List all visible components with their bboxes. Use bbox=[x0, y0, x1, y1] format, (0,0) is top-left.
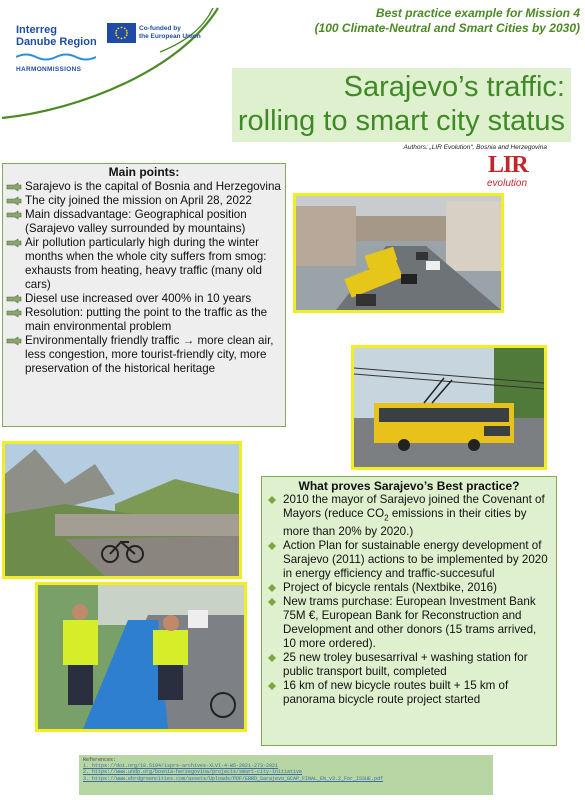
main-points-heading: Main points: bbox=[108, 165, 180, 179]
diamond-bullet-icon bbox=[268, 584, 276, 592]
main-point-item bbox=[6, 236, 284, 292]
diamond-bullet-icon bbox=[268, 598, 276, 606]
hand-arrow-icon bbox=[6, 196, 22, 206]
harmon-missions-label: HARMONMISSIONS bbox=[16, 66, 82, 73]
best-practice-text-b: emissions in their cities by more than 20% by 2020.) bbox=[283, 507, 527, 539]
wave-icon bbox=[16, 52, 96, 62]
main-point-item bbox=[6, 334, 284, 376]
main-points-list bbox=[6, 180, 284, 376]
cofunded-label bbox=[139, 25, 201, 41]
mission-heading bbox=[262, 6, 580, 36]
hand-arrow-icon bbox=[6, 336, 22, 346]
hand-arrow-icon bbox=[6, 238, 22, 248]
lir-logo: LIR bbox=[488, 152, 528, 178]
main-point-item bbox=[6, 306, 284, 334]
co2-subscript: 2 bbox=[384, 513, 389, 523]
main-point-text: Sarajevo is the capital of Bosnia and Herzegovina bbox=[25, 180, 281, 193]
best-practice-text: Project of bicycle rentals (Nextbike, 2016) bbox=[283, 581, 497, 595]
best-practice-item bbox=[268, 493, 552, 539]
diamond-bullet-icon bbox=[268, 654, 276, 662]
best-practice-text-a: 2010 the mayor of Sarajevo joined the Covenant of Mayors (reduce CO bbox=[283, 493, 545, 520]
main-point-text: Main dissadvantage: Geographical position (Sarajevo valley surrounded by mountains) bbox=[25, 208, 247, 235]
main-point-text: Diesel use increased over 400% in 10 years bbox=[25, 292, 252, 305]
hand-arrow-icon bbox=[6, 210, 22, 220]
cofunded-line2: the European Union bbox=[139, 33, 201, 40]
main-point-text: Resolution: putting the point to the traffic as the main environmental problem bbox=[25, 306, 268, 333]
main-point-text: The city joined the mission on April 28, 2022 bbox=[25, 194, 252, 207]
references-box bbox=[79, 755, 493, 795]
reference-link-text[interactable]: 1. https://doi.org/10.5194/isprs-archives-XLVI-4-W5-2021-273-2021 bbox=[83, 763, 279, 770]
cofunded-line1: Co-funded by bbox=[139, 25, 181, 32]
best-practice-item bbox=[268, 595, 552, 651]
best-practice-item bbox=[268, 679, 552, 707]
best-practice-list bbox=[268, 493, 552, 707]
best-practice-text: Action Plan for sustainable energy development of Sarajevo (2011) actions to be implemented by 2020 in energy efficiency and traffic-succesuful bbox=[283, 539, 548, 581]
main-point-item bbox=[6, 194, 284, 208]
diamond-bullet-icon bbox=[268, 682, 276, 690]
best-practice-text: New trams purchase: European Investment Bank 75M €, European Bank for Reconstruction and Development and other donors (15 trams arrived, 10 more ordered). bbox=[283, 595, 537, 651]
best-practice-text: 25 new troley busesarrival + washing station for public transport built, completed bbox=[283, 651, 528, 679]
mission-line2: (100 Climate-Neutral and Smart Cities by 2030) bbox=[314, 21, 580, 35]
bike-path-photo bbox=[2, 441, 242, 579]
bike-lane-workers-photo bbox=[35, 582, 247, 732]
interreg-logo bbox=[16, 24, 97, 48]
page-title bbox=[232, 68, 565, 138]
hand-arrow-icon bbox=[6, 308, 22, 318]
title-line1: Sarajevo’s traffic: bbox=[343, 71, 565, 103]
trolleybus-photo bbox=[351, 345, 547, 470]
authors-credit: Authors: „LIR Evolution“, Bosnia and Herzegovina bbox=[403, 144, 547, 151]
best-practice-item bbox=[268, 581, 552, 595]
main-point-item bbox=[6, 292, 284, 306]
lir-logo-subtitle: evolution bbox=[487, 178, 528, 189]
main-point-text: Air pollution particularly high during the winter months when the whole city suffers from smog: exhausts from heating, heavy traffic (many old cars) bbox=[25, 236, 267, 291]
references-title: References: bbox=[83, 757, 117, 763]
hand-arrow-icon bbox=[6, 294, 22, 304]
main-point-item bbox=[6, 208, 284, 236]
best-practice-heading: What proves Sarajevo’s Best practice? bbox=[298, 479, 520, 493]
interreg-label: Interreg bbox=[16, 24, 57, 36]
best-practice-item bbox=[268, 651, 552, 679]
title-line2: rolling to smart city status bbox=[237, 105, 565, 137]
diamond-bullet-icon bbox=[268, 496, 276, 504]
mission-line1: Best practice example for Mission 4 bbox=[375, 6, 580, 20]
main-point-text: Environmentally friendly traffic → more clean air, less congestion, more tourist-friendly city, more preservation of the historical heritage bbox=[25, 334, 274, 375]
danube-region-label: Danube Region bbox=[16, 36, 97, 48]
best-practice-text: 16 km of new bicycle routes built + 15 km of panorama bicycle route project started bbox=[283, 679, 509, 707]
reference-link[interactable] bbox=[83, 776, 489, 782]
tram-street-photo bbox=[293, 193, 504, 313]
eu-flag-icon bbox=[107, 23, 136, 43]
main-point-item bbox=[6, 180, 284, 194]
best-practice-item bbox=[268, 539, 552, 581]
diamond-bullet-icon bbox=[268, 542, 276, 550]
reference-link-text[interactable]: 3. https://www.ebrdgreencities.com/assets/Uploads/PDF/EBRD_Sarajevo_GCAP_FINAL_EN_v3.2_For_ISSUE.pdf bbox=[83, 775, 384, 782]
reference-link-text[interactable]: 2. https://www.undp.org/bosnia-herzegovina/projects/smart-city-initiative bbox=[83, 769, 303, 776]
hand-arrow-icon bbox=[6, 182, 22, 192]
